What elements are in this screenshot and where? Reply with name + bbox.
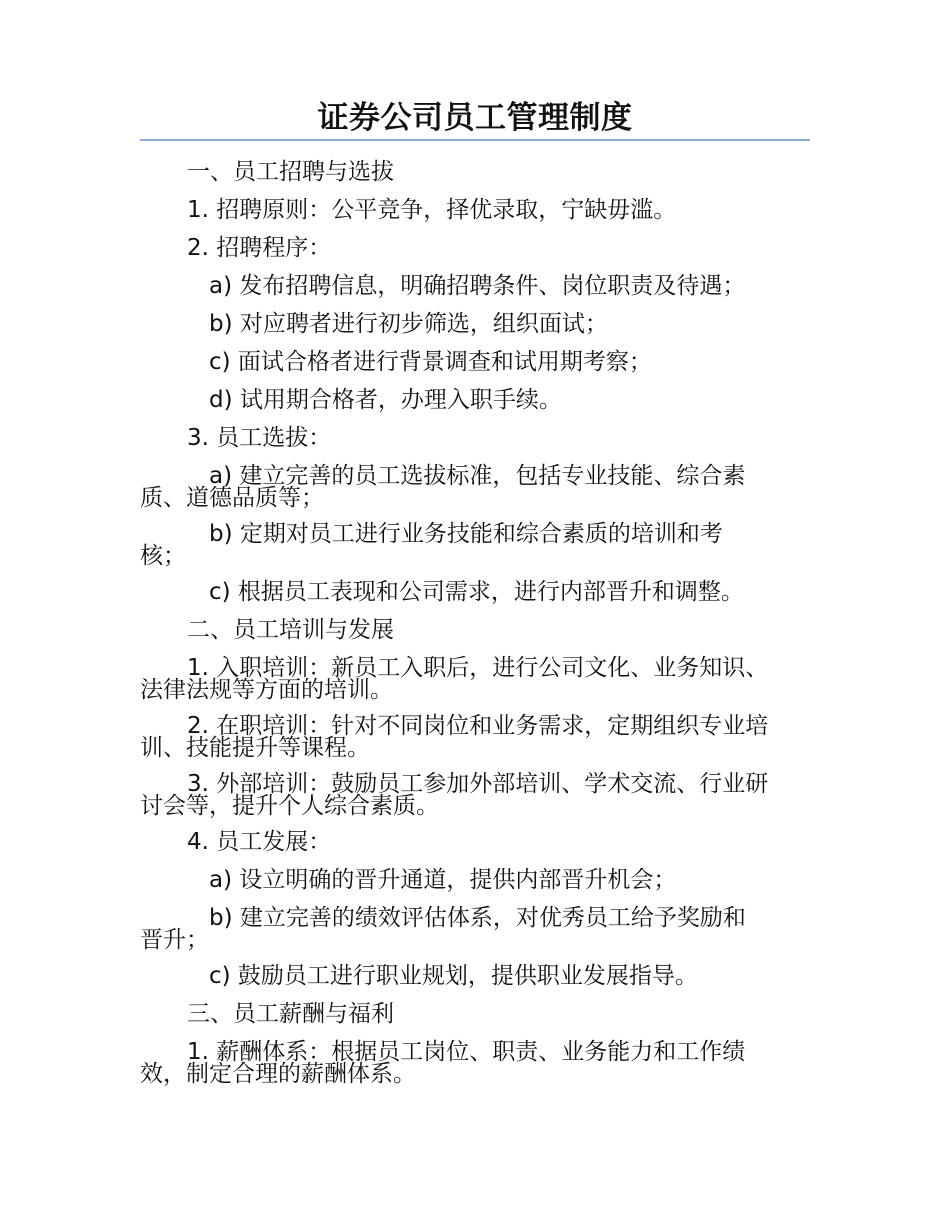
- paragraph-wrapped: [140, 1033, 812, 1091]
- paragraph-line: 效，制定合理的薪酬体系。: [140, 1061, 416, 1087]
- document-body: [140, 153, 812, 1091]
- list-item: b) 对应聘者进行初步筛选，组织面试；: [209, 311, 608, 337]
- list-item-line: 核；: [140, 543, 186, 569]
- paragraph-wrapped: [140, 649, 812, 707]
- section-heading-recruitment: 一、员工招聘与选拔: [187, 159, 394, 185]
- paragraph-line: 讨会等，提升个人综合素质。: [140, 793, 439, 819]
- paragraph-line: 法律法规等方面的培训。: [140, 677, 393, 703]
- list-item: c) 鼓励员工进行职业规划，提供职业发展指导。: [209, 963, 698, 989]
- paragraph-wrapped: [140, 765, 812, 823]
- list-item-line: b) 定期对员工进行业务技能和综合素质的培训和考: [209, 521, 723, 547]
- list-item: a) 发布招聘信息，明确招聘条件、岗位职责及待遇；: [209, 273, 746, 299]
- list-item: a) 设立明确的晋升通道，提供内部晋升机会；: [209, 867, 677, 893]
- list-item-wrapped: [140, 515, 812, 573]
- paragraph-line: 1. 薪酬体系：根据员工岗位、职责、业务能力和工作绩: [187, 1039, 746, 1065]
- section-heading-compensation: 三、员工薪酬与福利: [187, 1001, 394, 1027]
- list-item-line: b) 建立完善的绩效评估体系，对优秀员工给予奖励和: [209, 905, 746, 931]
- paragraph: 1. 招聘原则：公平竞争，择优录取，宁缺毋滥。: [187, 197, 677, 223]
- list-item-wrapped: [140, 899, 812, 957]
- paragraph-line: 3. 外部培训：鼓励员工参加外部培训、学术交流、行业研: [187, 771, 769, 797]
- paragraph: 3. 员工选拔：: [187, 425, 332, 451]
- paragraph-wrapped: [140, 707, 812, 765]
- paragraph: 2. 招聘程序：: [187, 235, 332, 261]
- section-heading-training: 二、员工培训与发展: [187, 617, 394, 643]
- paragraph: 4. 员工发展：: [187, 829, 332, 855]
- title-underline: [140, 139, 810, 141]
- list-item-line: 晋升；: [140, 927, 209, 953]
- paragraph-line: 训、技能提升等课程。: [140, 735, 370, 761]
- document-title: 证券公司员工管理制度: [317, 100, 633, 136]
- list-item: c) 根据员工表现和公司需求，进行内部晋升和调整。: [209, 579, 744, 605]
- paragraph-line: 2. 在职培训：针对不同岗位和业务需求，定期组织专业培: [187, 713, 769, 739]
- list-item-wrapped: [140, 457, 812, 515]
- list-item-line: 质、道德品质等；: [140, 485, 324, 511]
- paragraph-line: 1. 入职培训：新员工入职后，进行公司文化、业务知识、: [187, 655, 769, 681]
- list-item-line: a) 建立完善的员工选拔标准，包括专业技能、综合素: [209, 463, 746, 489]
- list-item: d) 试用期合格者，办理入职手续。: [209, 387, 562, 413]
- list-item: c) 面试合格者进行背景调查和试用期考察；: [209, 349, 652, 375]
